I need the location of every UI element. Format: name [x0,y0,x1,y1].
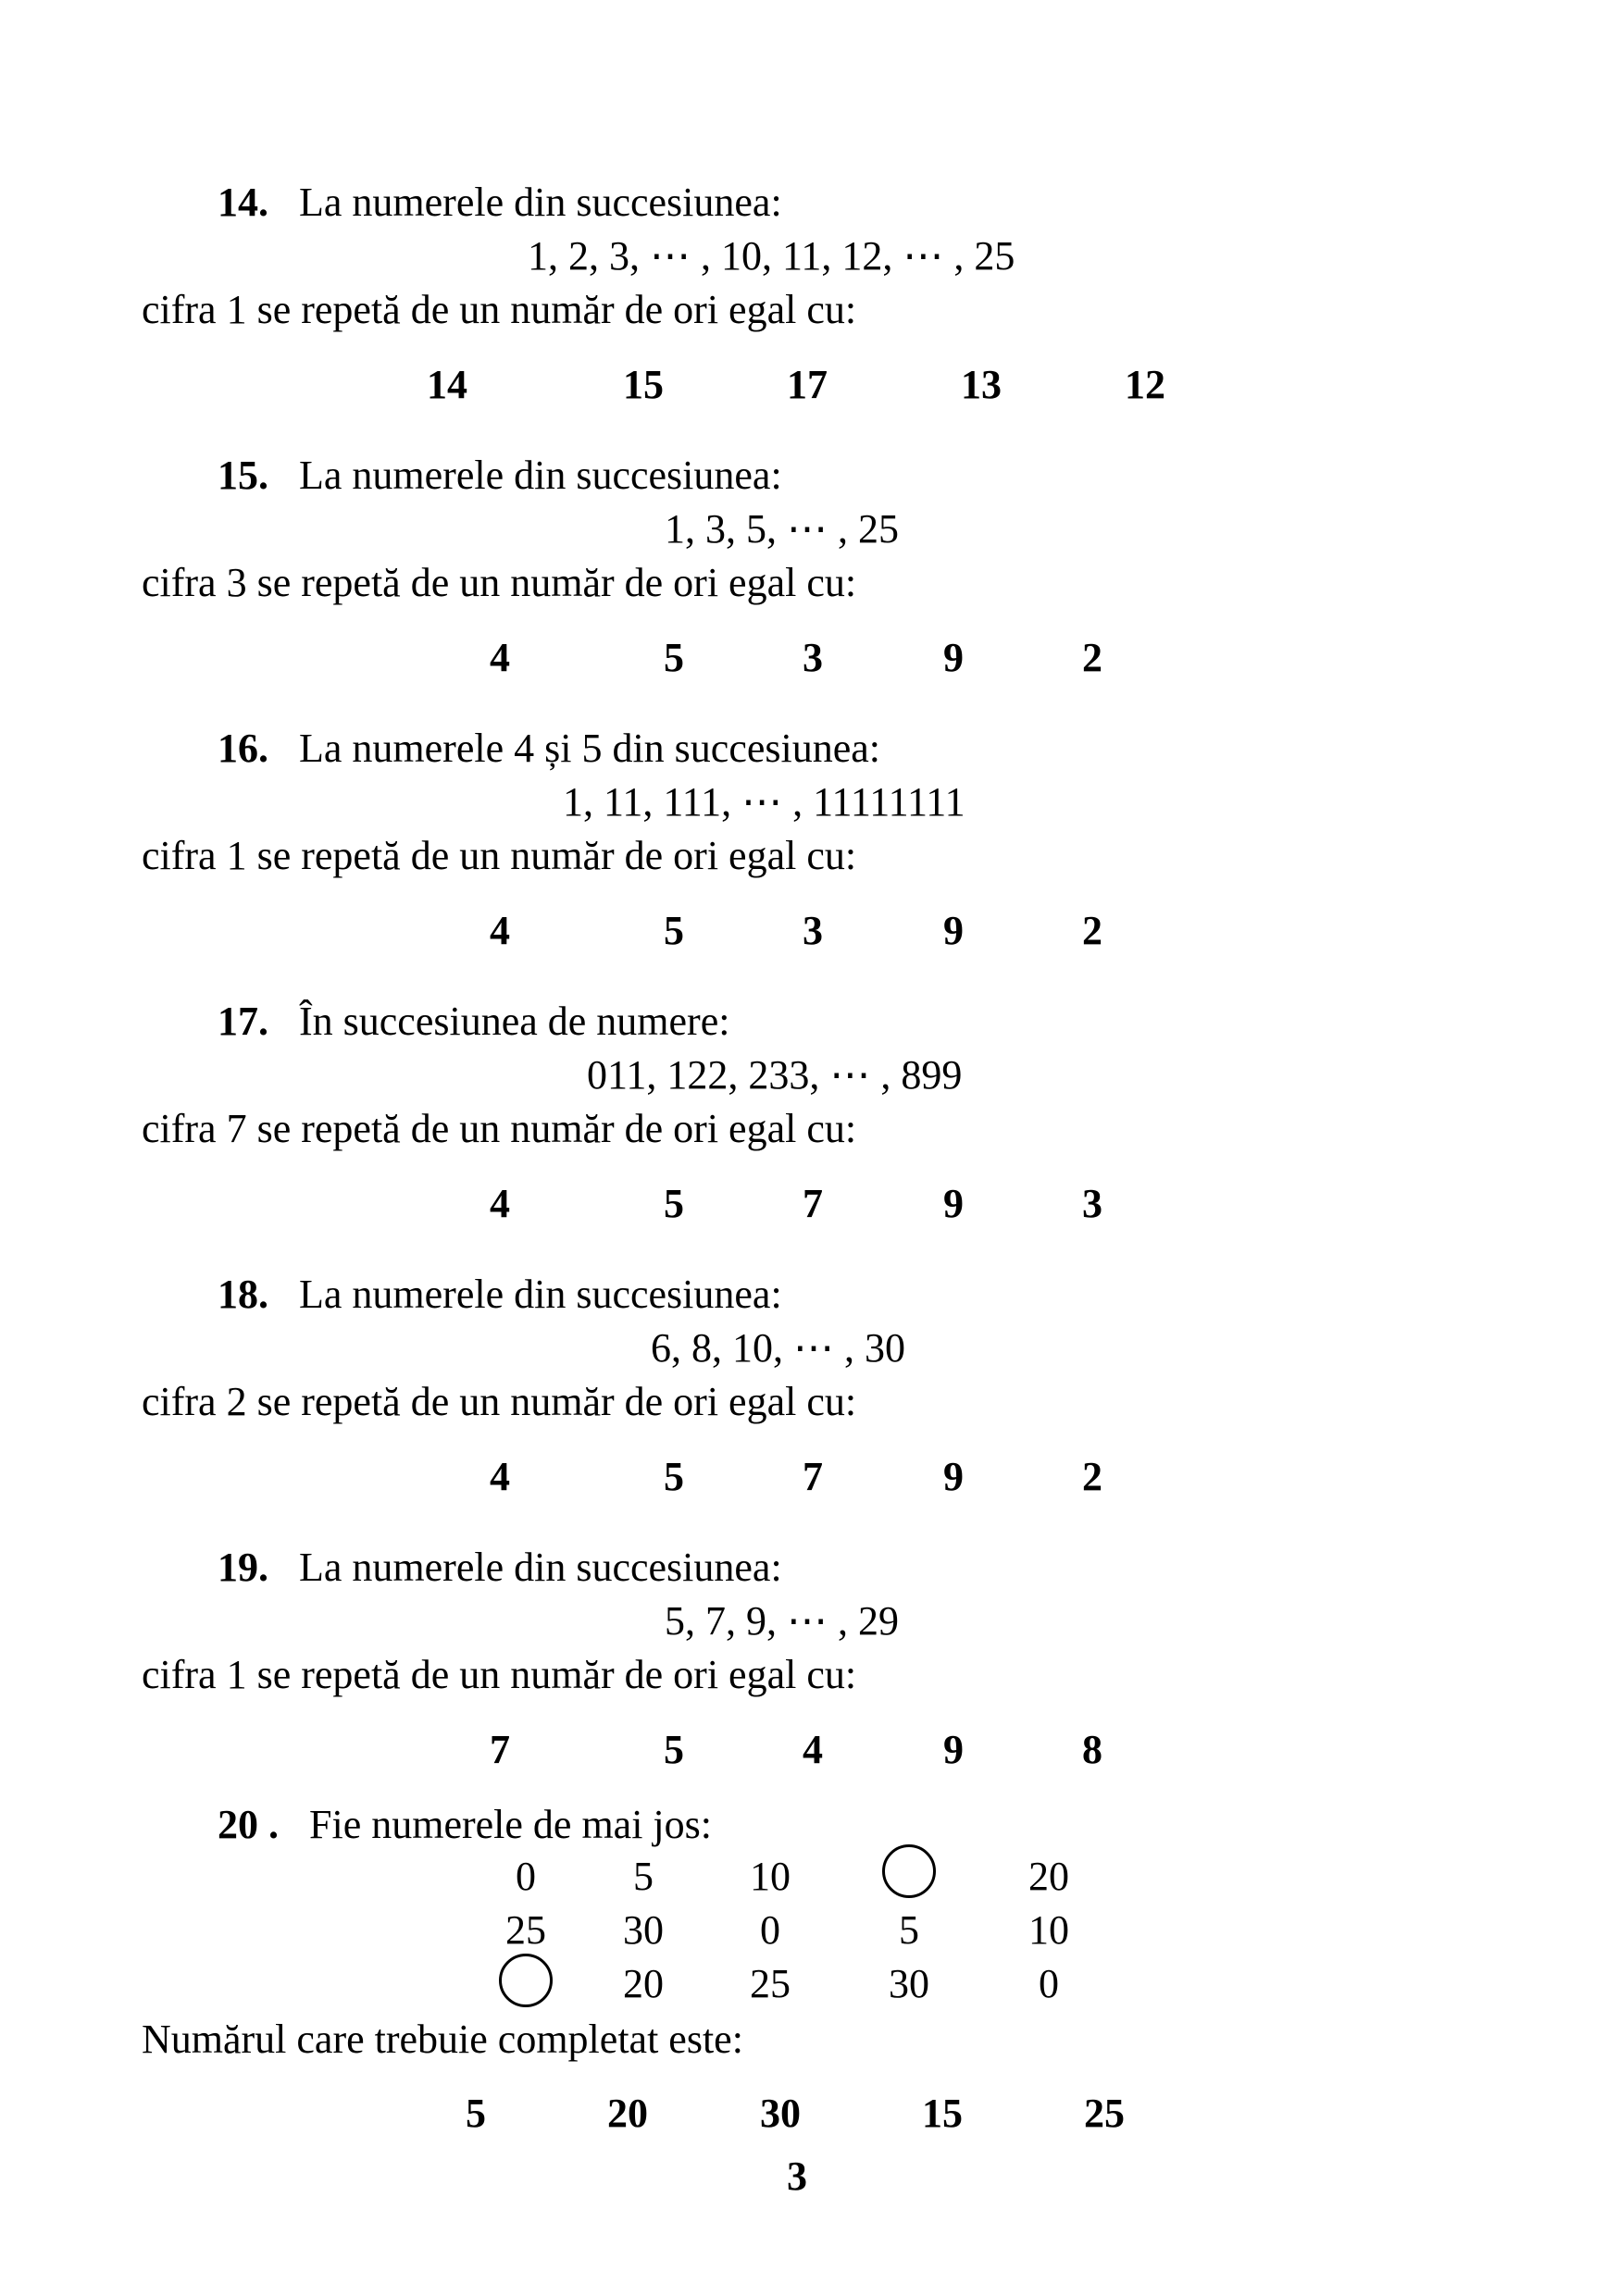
grid-cell: 25 [505,1907,546,1953]
problem-15-question: cifra 3 se repetă de un număr de ori egal cu: [142,560,857,605]
problem-16-sequence: 1, 11, 111, ⋯ , 11111111 [563,779,965,825]
answer-option[interactable]: 5 [466,2091,486,2136]
problem-number: 18. [218,1272,268,1317]
problem-17-heading [218,1001,729,1042]
answer-option[interactable]: 4 [490,635,510,680]
problem-18-question: cifra 2 se repetă de un număr de ori egal cu: [142,1379,857,1424]
problem-intro: La numerele 4 și 5 din succesiunea: [299,726,881,771]
problem-16-question: cifra 1 se repetă de un număr de ori egal cu: [142,833,857,878]
answer-option[interactable]: 5 [664,635,684,680]
problem-19-question: cifra 1 se repetă de un număr de ori egal cu: [142,1652,857,1697]
answer-option[interactable]: 4 [490,908,510,953]
answer-option[interactable]: 9 [943,635,964,680]
answer-option[interactable]: 2 [1082,908,1102,953]
problem-number: 16. [218,726,268,771]
problem-intro: La numerele din succesiunea: [299,1272,782,1317]
problem-18-heading [218,1274,782,1315]
problem-14-sequence: 1, 2, 3, ⋯ , 10, 11, 12, ⋯ , 25 [528,233,1015,279]
problem-19-sequence: 5, 7, 9, ⋯ , 29 [665,1598,899,1644]
grid-cell: 5 [899,1907,919,1953]
answer-option[interactable]: 2 [1082,635,1102,680]
answer-option[interactable]: 3 [803,908,823,953]
grid-cell: 30 [889,1961,929,2006]
problem-15-heading [218,455,782,496]
answer-option[interactable]: 15 [623,362,664,407]
problem-intro: La numerele din succesiunea: [299,1545,782,1590]
answer-option[interactable]: 8 [1082,1727,1102,1772]
problem-14-heading [218,182,782,223]
problem-20-heading [218,1802,712,1847]
problem-17-question: cifra 7 se repetă de un număr de ori egal cu: [142,1106,857,1151]
answer-option[interactable]: 5 [664,908,684,953]
problem-number: 19. [218,1545,268,1590]
answer-option[interactable]: 3 [803,635,823,680]
answer-option[interactable]: 7 [803,1181,823,1226]
answer-option[interactable]: 25 [1084,2091,1125,2136]
grid-cell: 10 [1028,1907,1069,1953]
problem-intro: În succesiunea de numere: [299,999,730,1044]
answer-option[interactable]: 15 [922,2091,963,2136]
blank-circle[interactable] [499,1954,553,2007]
answer-option[interactable]: 4 [490,1454,510,1499]
answer-option[interactable]: 9 [943,1727,964,1772]
grid-cell: 0 [1039,1961,1059,2006]
grid-cell: 5 [633,1854,654,1899]
answer-option[interactable]: 20 [607,2091,648,2136]
problem-number: 15. [218,453,268,498]
grid-cell: 0 [760,1907,780,1953]
grid-cell: 25 [750,1961,791,2006]
answer-option[interactable]: 9 [943,1181,964,1226]
answer-option[interactable]: 14 [427,362,467,407]
grid-cell: 30 [623,1907,664,1953]
problem-15-sequence: 1, 3, 5, ⋯ , 25 [665,506,899,552]
answer-option[interactable]: 13 [961,362,1002,407]
answer-option[interactable]: 5 [664,1454,684,1499]
answer-option[interactable]: 5 [664,1727,684,1772]
answer-option[interactable]: 9 [943,908,964,953]
problem-intro: La numerele din succesiunea: [299,453,782,498]
problem-intro: Fie numerele de mai jos: [309,1802,712,1847]
problem-18-sequence: 6, 8, 10, ⋯ , 30 [651,1325,905,1371]
problem-16-heading [218,728,880,769]
problem-intro: La numerele din succesiunea: [299,180,782,225]
answer-option[interactable]: 7 [490,1727,510,1772]
problem-19-heading [218,1547,782,1588]
answer-option[interactable]: 4 [803,1727,823,1772]
problem-number: 17. [218,999,268,1044]
grid-cell: 10 [750,1854,791,1899]
problem-17-sequence: 011, 122, 233, ⋯ , 899 [587,1052,963,1098]
problem-14-question: cifra 1 se repetă de un număr de ori egal cu: [142,287,857,332]
answer-option[interactable]: 30 [760,2091,801,2136]
page-number: 3 [787,2153,807,2199]
blank-circle[interactable] [882,1844,936,1898]
problem-number: 14. [218,180,268,225]
grid-cell: 20 [623,1961,664,2006]
answer-option[interactable]: 7 [803,1454,823,1499]
answer-option[interactable]: 12 [1125,362,1165,407]
problem-number: 20 . [218,1802,279,1847]
answer-option[interactable]: 2 [1082,1454,1102,1499]
answer-option[interactable]: 9 [943,1454,964,1499]
answer-option[interactable]: 17 [787,362,828,407]
answer-option[interactable]: 3 [1082,1181,1102,1226]
grid-cell: 20 [1028,1854,1069,1899]
answer-option[interactable]: 5 [664,1181,684,1226]
answer-option[interactable]: 4 [490,1181,510,1226]
problem-20-question: Numărul care trebuie completat este: [142,2017,743,2062]
grid-cell: 0 [516,1854,536,1899]
